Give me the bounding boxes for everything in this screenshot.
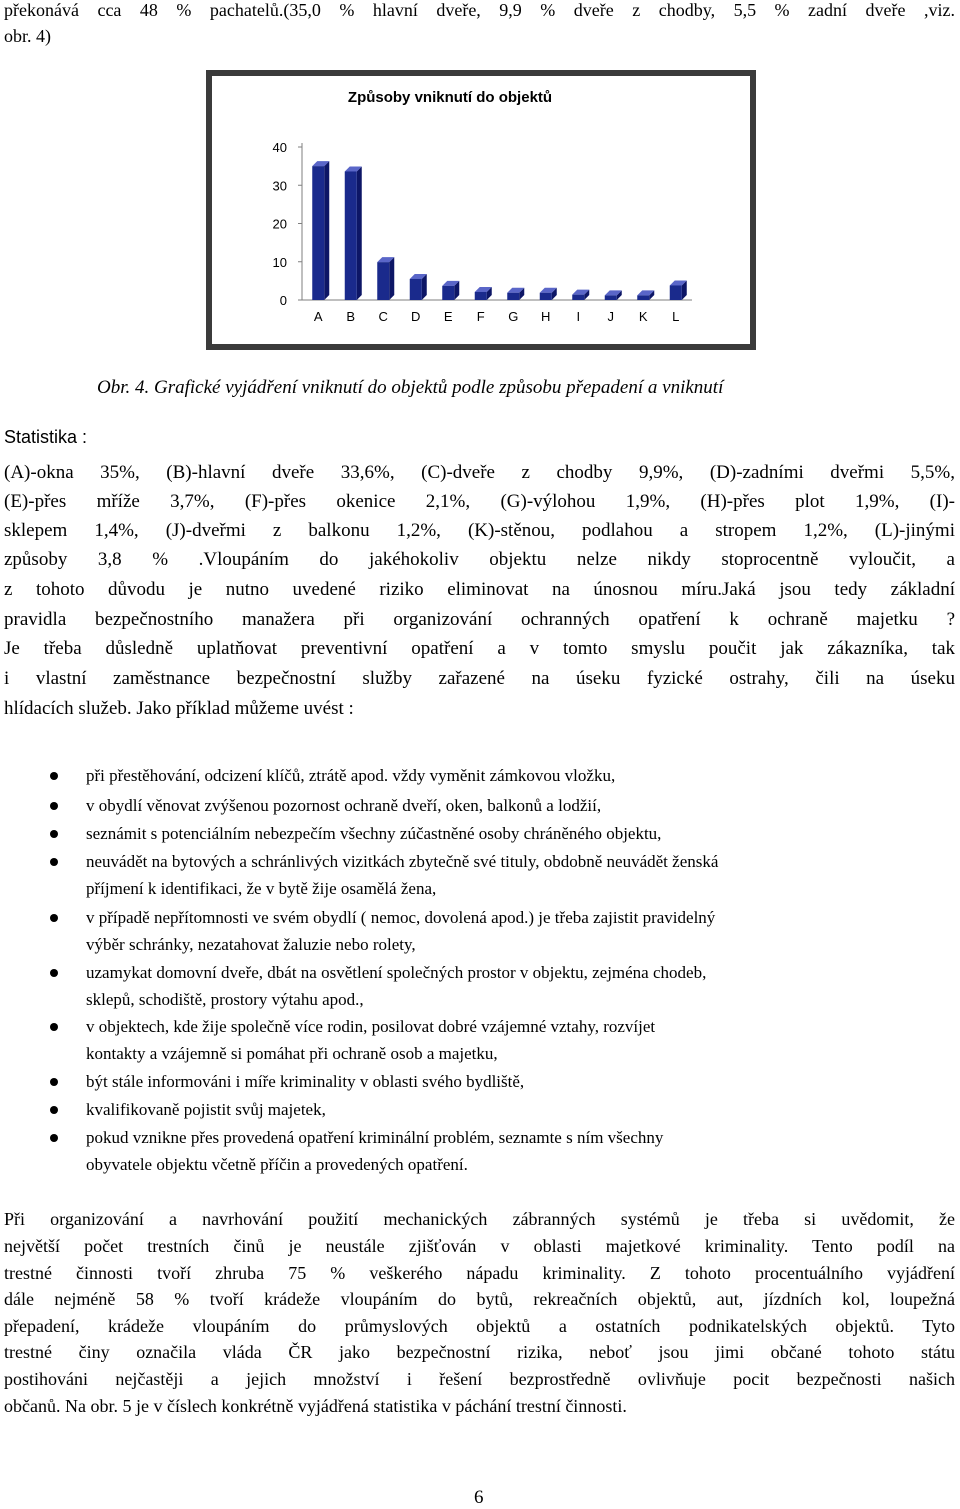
list-item: kvalifikovaně pojistit svůj majetek, [86, 1100, 326, 1119]
bar-B [345, 171, 357, 300]
paragraph-line: způsoby 3,8 % .Vloupáním do jakéhokoliv objektu nelze nikdy stoprocentně vyloučit, a [4, 549, 955, 570]
bar-G [507, 293, 519, 300]
list-item: v obydlí věnovat zvýšenou pozornost ochraně dveří, oken, balkonů a lodžií, [86, 796, 602, 815]
list-item: výběr schránky, nezatahovat žaluzie nebo rolety, [86, 935, 416, 954]
paragraph-line: sklepem 1,4%, (J)-dveřmi z balkonu 1,2%, (K)-stěnou, podlahou a stropem 1,2%, (L)-jinými [4, 520, 955, 541]
figure-caption: Obr. 4. Grafické vyjádření vniknutí do objektů podle způsobu přepadení a vniknutí [97, 377, 724, 398]
bullet-dot-icon [50, 1023, 58, 1031]
list-item: příjmení k identifikaci, že v bytě žije osamělá žena, [86, 879, 437, 898]
list-item: být stále informováni i míře kriminality v oblasti svého bydliště, [86, 1072, 525, 1091]
list-item: seznámit s potenciálním nebezpečím všechny zúčastněné osoby chráněného objektu, [86, 824, 662, 843]
paragraph-line: dále nejméně 58 % tvoří krádeže vloupáním do bytů, rekreačních objektů, aut, jízdních kol, loupežná [4, 1289, 955, 1309]
paragraph-line: z tohoto důvodu je nutno uvedené riziko eliminovat na únosnou míru.Jaká jsou tedy základní [4, 579, 955, 600]
paragraph-line: pravidla bezpečnostního manažera při organizování ochranných opatření k ochraně majetku ? [4, 609, 955, 630]
x-tick-label: B [346, 309, 356, 324]
bar-J [605, 295, 617, 300]
list-item: sklepů, schodiště, prostory výtahu apod., [86, 990, 364, 1009]
chart-title: Způsoby vniknutí do objektů [347, 89, 553, 106]
x-tick-label: E [443, 309, 453, 324]
chart-area [212, 76, 750, 344]
paragraph-line: Je třeba důsledně uplatňovat preventivní opatření a v tomto smyslu poučit jak zákazníka, tak [4, 638, 955, 659]
statistika-label: Statistika : [4, 427, 88, 447]
paragraph-line: (E)-přes mříže 3,7%, (F)-přes okenice 2,1%, (G)-výlohou 1,9%, (H)-přes plot 1,9%, (I)- [4, 491, 955, 512]
y-tick-label: 20 [272, 216, 287, 232]
bar-E [442, 286, 454, 300]
paragraph-line: přepadení, krádeže vloupáním do průmyslových objektů a ostatních podnikatelských objektů. Tyto [4, 1316, 955, 1336]
bullet-dot-icon [50, 1134, 58, 1142]
bar-F [475, 292, 487, 300]
bar-side [389, 257, 394, 300]
paragraph-line: i vlastní zaměstnance bezpečnostní služby zařazené na úseku fyzické ostrahy, čili na úseku [4, 668, 955, 689]
bullet-dot-icon [50, 772, 58, 780]
paragraph-line: trestné činy označila vláda ČR jako bezpečnostní rizika, neboť jsou jimi občané tohoto státu [4, 1342, 955, 1362]
bar-H [540, 293, 552, 300]
bullet-dot-icon [50, 1078, 58, 1086]
paragraph-line: hlídacích služeb. Jako příklad můžeme uvést : [4, 698, 354, 719]
paragraph-line: (A)-okna 35%, (B)-hlavní dveře 33,6%, (C)-dveře z chodby 9,9%, (D)-zadními dveřmi 5,5%, [4, 462, 955, 483]
y-tick-label: 10 [272, 254, 287, 270]
bullet-dot-icon [50, 802, 58, 810]
paragraph-line: občanů. Na obr. 5 je v číslech konkrétně vyjádřená statistika v páchání trestní činnosti. [4, 1396, 627, 1416]
bar-C [377, 262, 389, 300]
list-item: uzamykat domovní dveře, dbát na osvětlení společných prostor v objektu, zejména chodeb, [86, 963, 707, 982]
x-tick-label: I [576, 309, 581, 324]
bar-K [637, 295, 649, 300]
x-tick-label: H [541, 309, 551, 324]
x-tick-label: A [313, 309, 323, 324]
list-item: neuvádět na bytových a schránlivých vizitkách zbytečně své tituly, obdobně neuvádět ženská [86, 852, 719, 871]
bullet-dot-icon [50, 969, 58, 977]
intro-line-2: obr. 4) [4, 26, 51, 46]
bullet-dot-icon [50, 1106, 58, 1114]
list-item: obyvatele objektu včetně příčin a provedených opatření. [86, 1155, 468, 1174]
x-tick-label: F [476, 309, 485, 324]
bullet-dot-icon [50, 914, 58, 922]
y-tick-label: 30 [272, 178, 287, 194]
list-item: kontakty a vzájemně si pomáhat při ochraně osob a majetku, [86, 1044, 498, 1063]
x-tick-label: G [508, 309, 519, 324]
bar-chart [212, 76, 750, 344]
bullet-dot-icon [50, 858, 58, 866]
paragraph-line: trestné činnosti tvoří zhruba 75 % veškerého nápadu kriminality. Z tohoto procentuálního vyjádření [4, 1263, 955, 1283]
paragraph-line: postihováni nejčastěji a jejich množství i řešení bezprostředně ovlivňuje pocit bezpečnosti našich [4, 1369, 955, 1389]
x-tick-label: J [607, 309, 614, 324]
x-tick-label: K [638, 309, 648, 324]
list-item: v objektech, kde žije společně více rodin, posilovat dobré vzájemné vztahy, rozvíjet [86, 1017, 656, 1036]
bar-side [357, 166, 362, 300]
paragraph-line: Při organizování a navrhování použití mechanických zábranných systémů je třeba si uvědomit, že [4, 1209, 955, 1229]
bar-D [410, 279, 422, 300]
y-tick-label: 0 [279, 293, 287, 308]
chart-frame [206, 70, 756, 350]
paragraph-line: největší počet trestních činů je neustále zjišťován v oblasti majetkové kriminality. Tento podíl na [4, 1236, 955, 1256]
bar-A [312, 166, 324, 300]
x-tick-label: L [672, 309, 680, 324]
list-item: pokud vznikne přes provedená opatření kriminální problém, seznamte s ním všechny [86, 1128, 664, 1147]
x-tick-label: C [378, 309, 388, 324]
bar-I [572, 295, 584, 300]
bar-side [324, 161, 329, 300]
list-item: v případě nepřítomnosti ve svém obydlí ( nemoc, dovolená apod.) je třeba zajistit pravidelný [86, 908, 716, 927]
x-tick-label: D [411, 309, 421, 324]
bullet-dot-icon [50, 830, 58, 838]
bar-L [670, 285, 682, 300]
y-tick-label: 40 [272, 140, 287, 155]
intro-line-1: překonává cca 48 % pachatelů.(35,0 % hlavní dveře, 9,9 % dveře z chodby, 5,5 % zadní dveře ,viz. [4, 0, 955, 20]
list-item: při přestěhování, odcizení klíčů, ztrátě apod. vždy vyměnit zámkovou vložku, [86, 766, 616, 785]
page-number: 6 [474, 1487, 484, 1508]
